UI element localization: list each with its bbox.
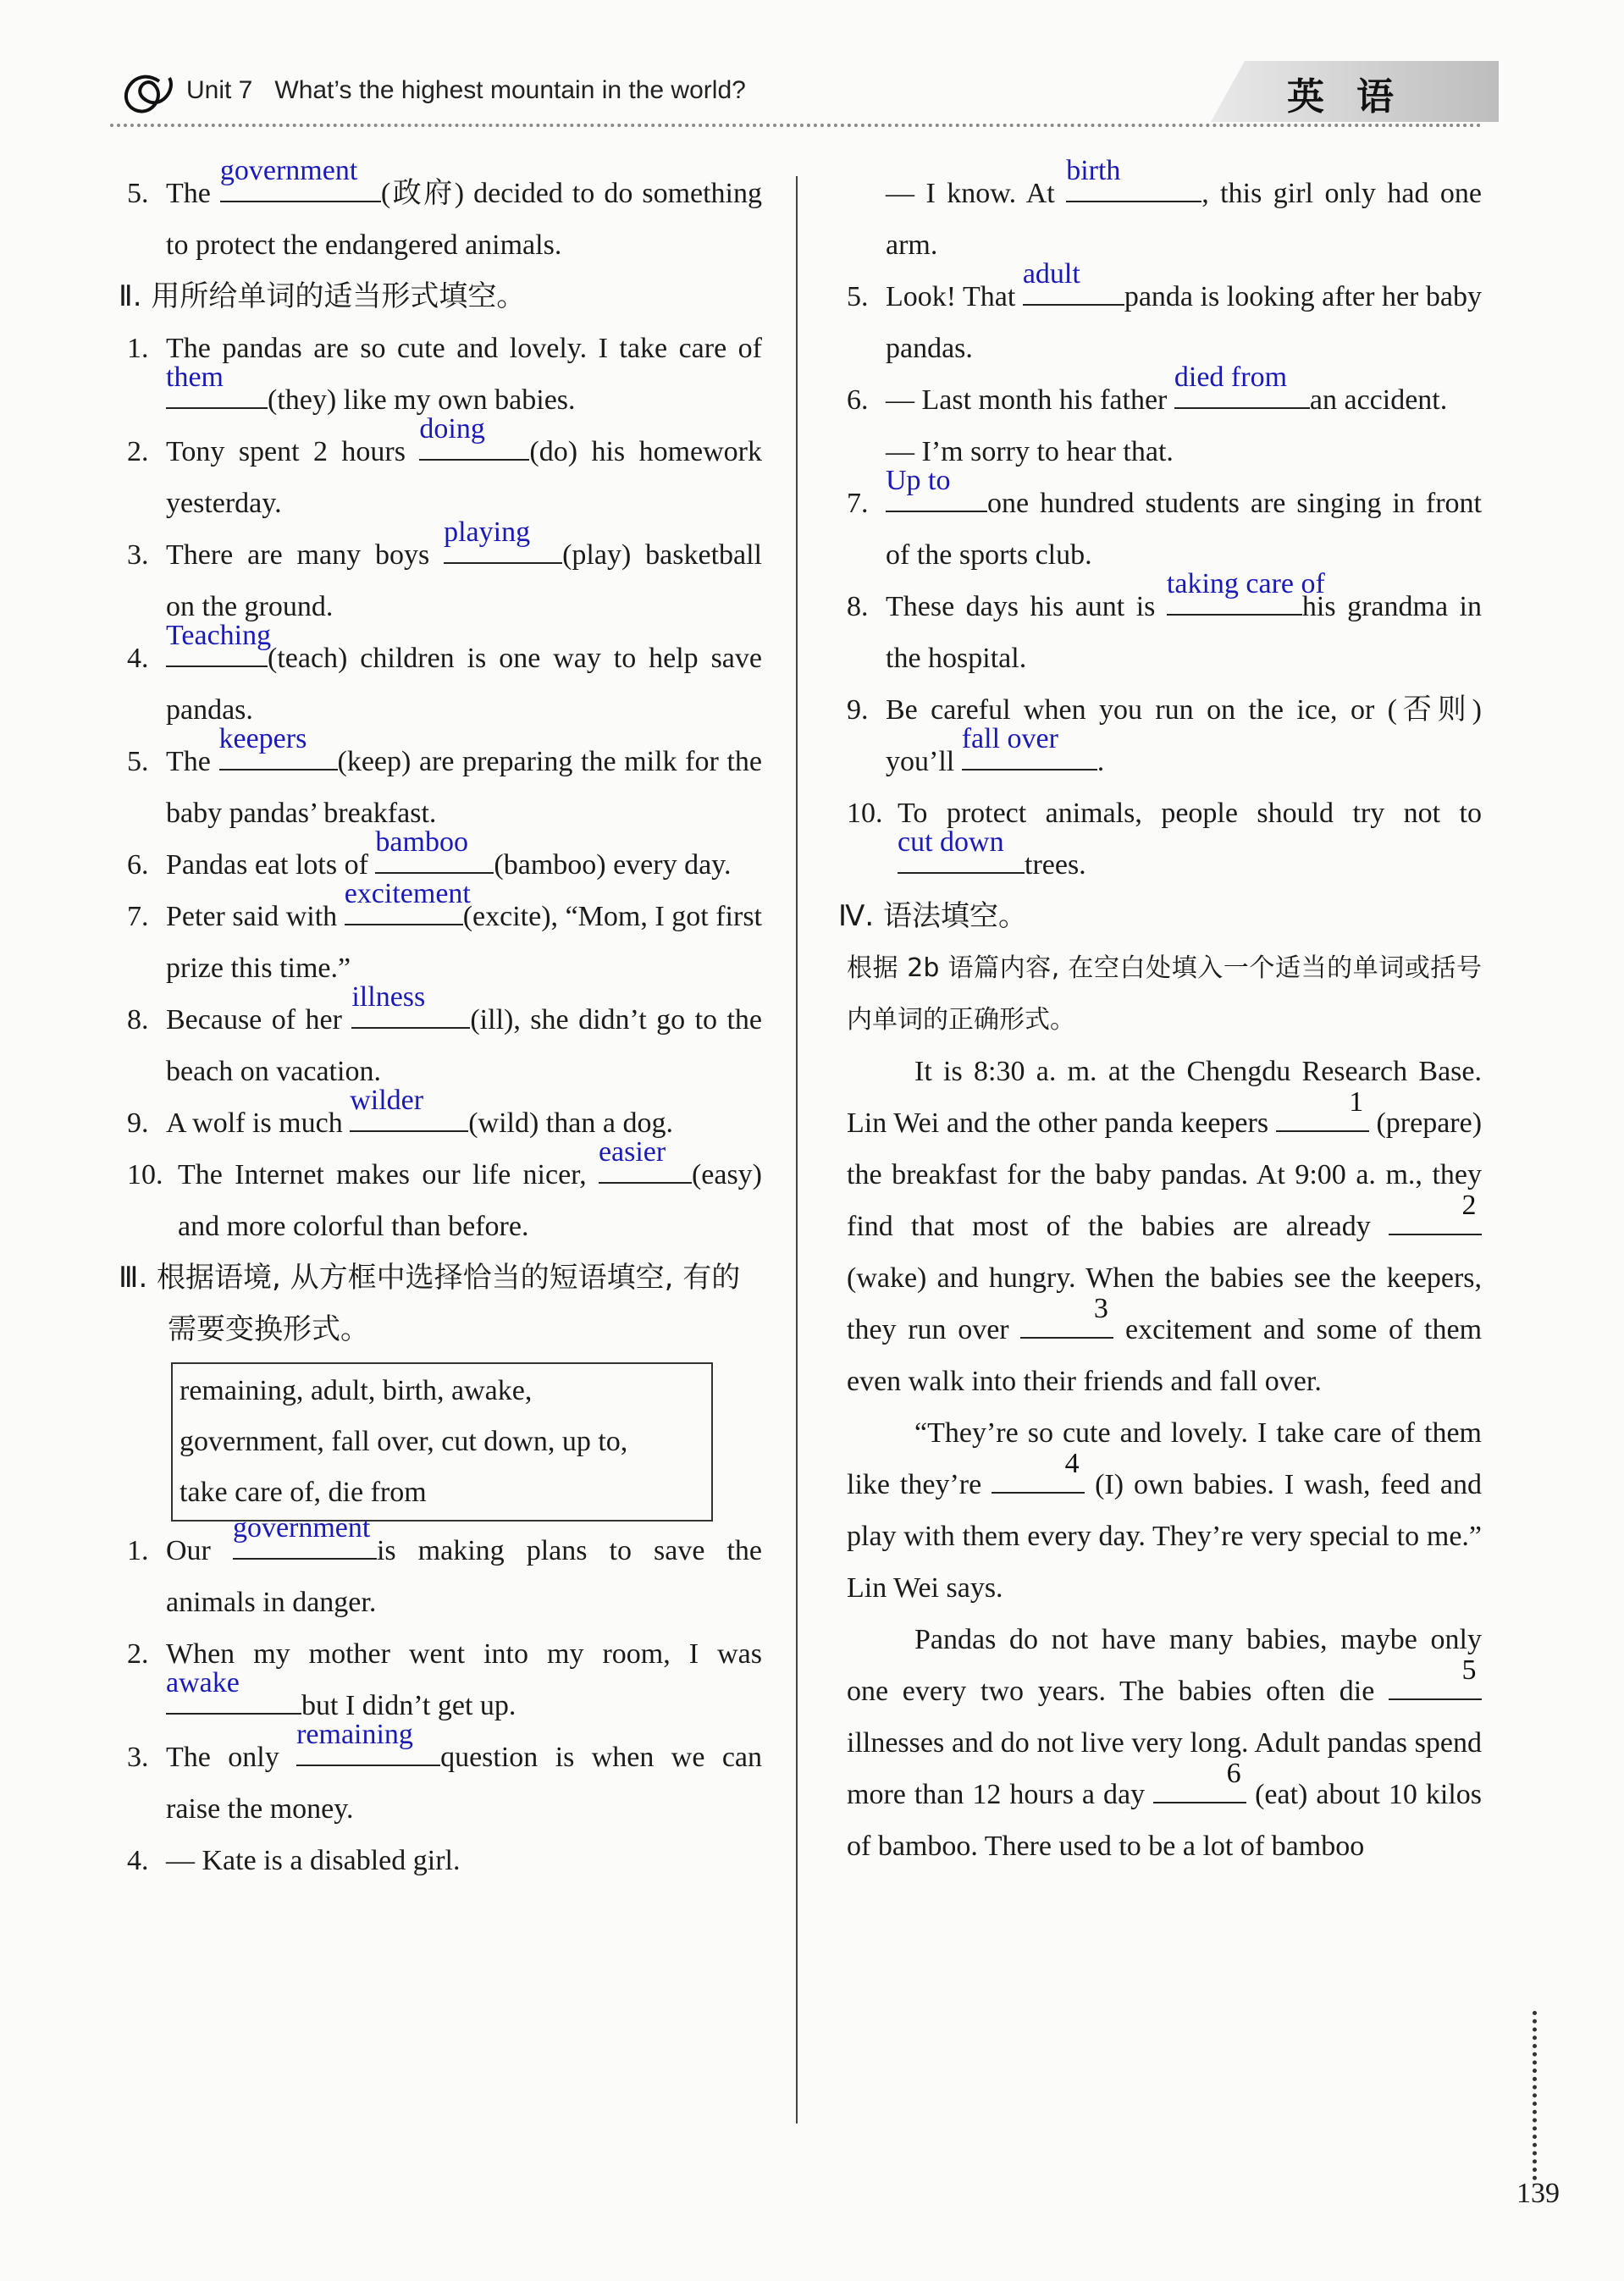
exercise-item: 1. Our government is making plans to save the animals in danger. [127,1512,762,1618]
answer-blank[interactable]: remaining [296,1733,440,1766]
page-edge-dots [1533,2011,1537,2180]
swirl-logo-icon [117,66,176,125]
page-number: 139 [1516,2178,1560,2209]
exercise-item: 4. — Kate is a disabled girl. [127,1845,461,1876]
exercise-item: 2. Tony spent 2 hours doing (do) his homework yesterday. [127,413,762,519]
answer-blank[interactable]: awake [166,1682,301,1715]
unit-question: What’s the highest mountain in the world? [274,76,746,104]
section-2-heading: Ⅱ. 用所给单词的适当形式填空。 [119,279,526,313]
exercise-item: 8. These days his aunt is taking care of his grandma in the hospital. [847,568,1483,674]
answer-blank[interactable]: Teaching [166,634,268,667]
column-divider [796,176,798,2124]
section-3-heading: Ⅲ. 根据语境, 从方框中选择恰当的短语填空, 有的需要变换形式。 [119,1261,741,1346]
passage-paragraph-2: “They’re so cute and lovely. I take care of them like they’re 4 (I) own babies. I wash, feed and play with them every day. They’re very special to me.” Lin Wei says. [847,1417,1482,1604]
answer-blank[interactable]: bamboo [375,841,494,874]
exercise-item: 10. The Internet makes our life nicer, easier (easy) and more colorful than before. [127,1136,762,1242]
answer-blank[interactable]: them [166,376,268,409]
header-divider [110,124,1482,127]
answer-blank[interactable]: fall over [962,737,1097,770]
unit-title [186,76,746,105]
exercise-item: 9. A wolf is much wilder (wild) than a dog. [127,1085,673,1139]
exercise-item: 7. Up to one hundred students are singing in front of the sports club. [847,465,1482,571]
answer-blank[interactable]: cut down [898,841,1025,874]
answer-blank[interactable]: died from [1174,376,1310,409]
exercise-item: 8. Because of her illness (ill), she didn’t go to the beach on vacation. [127,981,762,1087]
answer-blank[interactable]: excitement [345,892,463,925]
answer-blank[interactable]: Up to [886,479,987,512]
exercise-item: 9. Be careful when you run on the ice, or (否则) you’ll fall over . [847,694,1482,777]
right-column [838,155,1483,1872]
section-3-items-continued [847,258,1483,891]
exercise-item: 3. There are many boys playing (play) basketball on the ground. [127,516,763,622]
exercise-item: 6. — Last month his father died from an accident. [847,362,1448,416]
unit-label: Unit 7 [186,76,253,104]
exercise-item: 5. Look! That adult panda is looking after her baby pandas. [847,258,1482,364]
answer-blank[interactable]: easier [599,1151,692,1184]
left-column [119,155,763,1886]
exercise-item: 2. When my mother went into my room, I was awake but I didn’t get up. [127,1638,762,1721]
section-3-items [127,1512,762,1886]
answer-blank[interactable]: playing [444,531,562,564]
exercise-item: 10. To protect animals, people should try not to cut down trees. [847,798,1482,881]
phrase-box: remaining, adult, birth, awake, government, fall over, cut down, up to, take care of, die from [171,1362,713,1522]
exercise-item: 6. Pandas eat lots of bamboo (bamboo) every day. [127,826,732,881]
passage-paragraph-1: It is 8:30 a. m. at the Chengdu Research Base. Lin Wei and the other panda keepers 1 (prepare) the breakfast for the baby pandas. At 9:00 a. m., they find that most of the babies are already 2 (wake) and hungry. When the babies see the keepers, they run over 3 excitement and some of them even walk into their friends and fall over. [847,1056,1483,1397]
passage-paragraph-3: Pandas do not have many babies, maybe only one every two years. The babies often die 5 illnesses and do not live very long. Adult pandas spend more than 12 hours a day 6 (eat) about 10 kilos of bamboo. There used to be a lot of bamboo [847,1624,1483,1862]
answer-blank[interactable]: government [220,169,381,202]
page-header [110,58,1473,134]
numbered-blank[interactable]: 5 [1389,1667,1482,1700]
numbered-blank[interactable]: 6 [1153,1770,1246,1803]
exercise-item: — I’m sorry to hear that. [886,436,1174,467]
exercise-item: 5. The government (政府) decided to do something to protect the endangered animals. [127,155,762,261]
numbered-blank[interactable]: 1 [1276,1099,1369,1132]
numbered-blank[interactable]: 2 [1389,1202,1482,1235]
exercise-item: 5. The keepers (keep) are preparing the milk for the baby pandas’ breakfast. [127,723,762,829]
answer-blank[interactable]: adult [1023,273,1124,306]
answer-blank[interactable]: wilder [350,1099,468,1132]
answer-blank[interactable]: doing [419,428,529,461]
numbered-blank[interactable]: 4 [992,1461,1085,1494]
answer-blank[interactable]: government [233,1527,377,1560]
exercise-item: 7. Peter said with excitement (excite), “Mom, I got first prize this time.” [127,878,763,984]
exercise-item: 4. Teaching (teach) children is one way to help save pandas. [127,620,762,726]
exercise-item: 1. The pandas are so cute and lovely. I take care of them (they) like my own babies. [127,333,762,416]
answer-blank[interactable]: taking care of [1167,583,1302,616]
section-4-instructions: 根据 2b 语篇内容, 在空白处填入一个适当的单词或括号内单词的正确形式。 [847,953,1482,1035]
answer-blank[interactable]: keepers [219,737,338,770]
section-4-heading: Ⅳ. 语法填空。 [838,899,1027,933]
numbered-blank[interactable]: 3 [1020,1306,1113,1339]
section-2-items [127,323,762,1252]
answer-blank[interactable]: illness [351,996,470,1029]
exercise-item: — I know. At birth , this girl only had one arm. [886,155,1483,261]
answer-blank[interactable]: birth [1066,169,1201,202]
subject-label: 英语 [1287,75,1426,119]
exercise-item: 3. The only remaining question is when we can raise the money. [127,1719,762,1825]
